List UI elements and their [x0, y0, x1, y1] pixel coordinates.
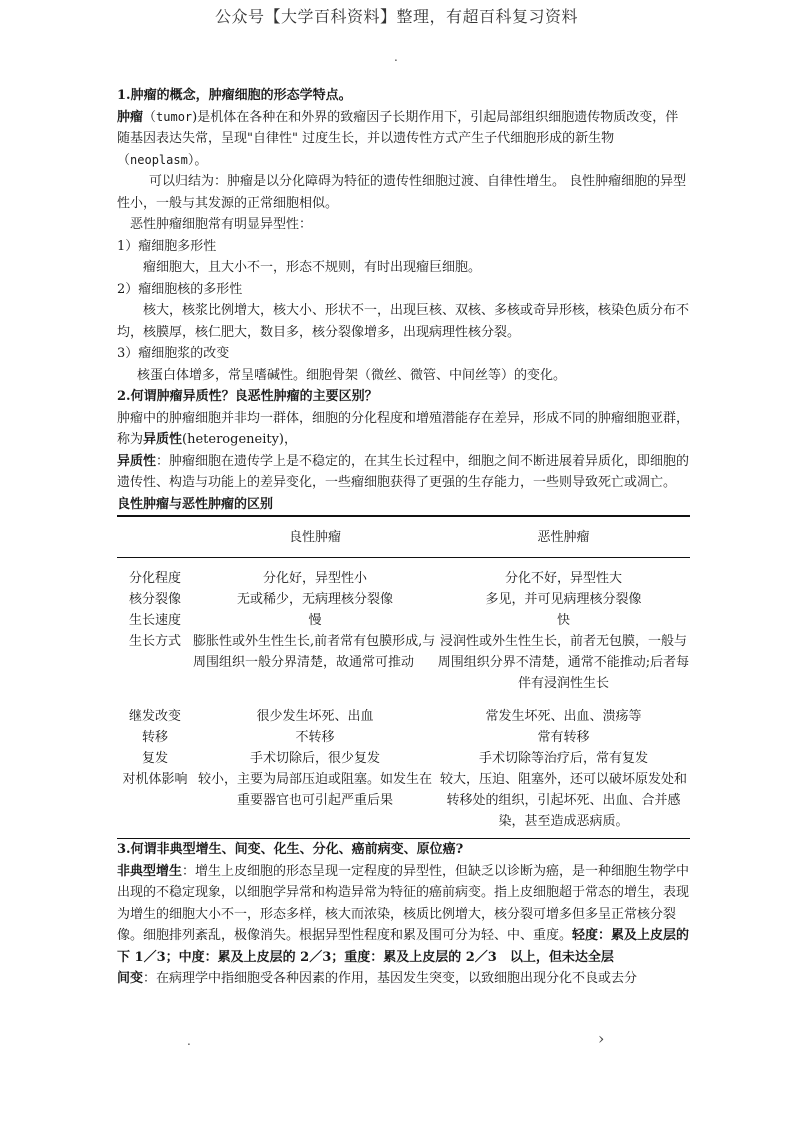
item3-label: 3）瘤细胞浆的改变	[117, 346, 230, 361]
item1-text: 瘤细胞大，且大小不一，形态不规则，有时出现瘤巨细胞。	[143, 260, 482, 275]
document-body	[117, 85, 690, 990]
row-label: 对机体影响	[122, 772, 188, 787]
section3-title: 3.何谓非典型增生、间变、化生、分化、癌前病变、原位癌?	[117, 842, 464, 857]
row-label: 核分裂像	[128, 592, 181, 607]
malignant-cell: 常有转移	[537, 730, 590, 745]
tumor-term: 肿瘤	[117, 109, 144, 125]
table-row	[117, 727, 690, 748]
row-label: 继发改变	[128, 709, 181, 724]
malignant-cell: 浸润性或外生性生长，前者无包膜，一般与周围组织分界不清楚，通常不能推动;后者每伴有浸润性生长	[437, 634, 690, 691]
table-row	[117, 589, 690, 610]
item1-label: 1）瘤细胞多形性	[117, 238, 217, 254]
het-def-text: ：肿瘤细胞在遗传学上是不稳定的，在其生长过程中，细胞之间不断进展着异质化，即细胞的遗传性、构造与功能上的差异变化，一些瘤细胞获得了更强的生存能力，一些则导致死亡或凋亡。	[117, 453, 690, 490]
anaplasia-term: 间变	[117, 971, 144, 986]
section1-title: 1.肿瘤的概念，肿瘤细胞的形态学特点。	[117, 88, 352, 103]
table-row	[117, 706, 690, 727]
header-benign: 良性肿瘤	[288, 529, 341, 545]
page-header: 公众号【大学百科资料】整理，有超百科复习资料	[214, 7, 578, 26]
table-row	[117, 769, 690, 839]
summary-paragraph: 可以归结为：肿瘤是以分化障碍为特征的遗传性细胞过渡、自律性增生。 良性肿瘤细胞的异型性小，一般与其发源的正常细胞相似。	[117, 174, 687, 211]
row-label: 生长方式	[128, 634, 181, 649]
atypical-grades: 轻度：累及上皮层的下 1／3；中度：累及上皮层的 2／3；重度：累及上皮层的 2／3 以上，但未达全层	[117, 928, 690, 965]
top-dot: .	[394, 50, 398, 64]
malignant-cell: 快	[556, 613, 570, 628]
benign-cell: 膨胀性或外生性生长,前者常有包膜形成,与周围组织一般分界清楚，故通常可推动	[193, 634, 436, 670]
benign-cell: 分化好，异型性小	[262, 571, 367, 586]
table-row	[117, 610, 690, 631]
row-label: 生长速度	[128, 613, 181, 628]
atypical-hyperplasia-paragraph	[117, 861, 690, 969]
tumor-definition	[117, 107, 690, 172]
def-text-b: )是机体在各种在和外界的致瘤因子长期作用下，引起局部组织细胞遗传物质改变，伴随基因表达失常，呈现"自律性" 过度生长，并以遗传性方式产生子代细胞形成的新生物（	[117, 109, 679, 168]
comparison-table	[117, 515, 690, 839]
item3-text: 核蛋白体增多，常呈嗜碱性。细胞骨架（微丝、微管、中间丝等）的变化。	[137, 367, 567, 383]
benign-cell: 慢	[308, 613, 322, 628]
table-row	[117, 631, 690, 706]
header-malignant: 恶性肿瘤	[537, 529, 590, 545]
atypical-term: 非典型增生	[117, 863, 183, 879]
malignant-cell: 多见，并可见病理核分裂像	[485, 592, 642, 607]
table-header-row	[117, 516, 690, 558]
benign-cell: 不转移	[295, 730, 335, 745]
het-term: 异质性	[143, 432, 183, 447]
table-row	[117, 558, 690, 590]
table-row	[117, 748, 690, 769]
atypical-text: ：增生上皮细胞的形态呈现一定程度的异型性，但缺乏以诊断为癌，是一种细胞生物学中出现的不稳定现象，以细胞学异常和构造异常为特征的癌前病变。指上皮细胞超于常态的增生，表现为增生的细胞大小不一，形态多样，核大而浓染，核质比例增大，核分裂可增多但多呈正常核分裂像。细胞排列紊乱，极像消失。根据异型性程度和累及围可分为轻、中、重度。	[117, 863, 690, 943]
def-text-c: ）。	[187, 152, 208, 168]
next-page-arrow-icon[interactable]: ›	[598, 1029, 605, 1048]
header-empty	[117, 516, 193, 558]
table-caption: 良性肿瘤与恶性肿瘤的区别	[117, 496, 274, 512]
heterogeneity-definition	[117, 451, 690, 494]
row-label: 转移	[141, 730, 168, 745]
def-en-neoplasm: neoplasm	[130, 152, 188, 167]
row-label: 复发	[141, 751, 168, 766]
def-en-tumor: tumor	[156, 109, 193, 124]
anaplasia-text: ：在病理学中指细胞受各种因素的作用，基因发生突变，以致细胞出现分化不良或去分	[143, 971, 638, 986]
malignant-intro: 恶性肿瘤细胞常有明显异型性：	[130, 217, 313, 232]
footer-dot: .	[187, 1034, 191, 1048]
benign-cell: 很少发生坏死、出血	[256, 709, 374, 724]
malignant-cell: 手术切除等治疗后，常有复发	[478, 751, 648, 766]
malignant-cell: 较大，压迫、阻塞外，还可以破坏原发处和转移处的组织，引起坏死、出血、合并感染，甚至造成恶病质。	[439, 772, 687, 829]
row-label: 分化程度	[128, 571, 181, 586]
malignant-cell: 分化不好，异型性大	[504, 571, 622, 586]
anaplasia-paragraph	[117, 968, 690, 990]
benign-cell: 无或稀少，无病理核分裂像	[236, 592, 393, 607]
benign-cell: 手术切除后，很少复发	[249, 751, 380, 766]
het-text-b: (heterogeneity)，	[182, 432, 298, 447]
def-text-a: （	[143, 109, 157, 125]
malignant-cell: 常发生坏死、出血、溃疡等	[485, 709, 642, 724]
item2-label: 2）瘤细胞核的多形性	[117, 281, 243, 297]
benign-cell: 较小，主要为局部压迫或阻塞。如发生在重要器官也可引起严重后果	[197, 772, 432, 808]
item2-text: 核大，核浆比例增大，核大小、形状不一，出现巨核、双核、多核或奇异形核，核染色质分布不均，核膜厚，核仁肥大，数目多，核分裂像增多，出现病理性核分裂。	[117, 303, 690, 340]
section2-title: 2.何谓肿瘤异质性？良恶性肿瘤的主要区别？	[117, 389, 378, 404]
het-text-a: 肿瘤中的肿瘤细胞并非均一群体，细胞的分化程度和增殖潜能存在差异，形成不同的肿瘤细胞亚群，称为	[117, 410, 690, 447]
het-term-2: 异质性	[117, 453, 157, 469]
heterogeneity-paragraph	[117, 408, 690, 451]
